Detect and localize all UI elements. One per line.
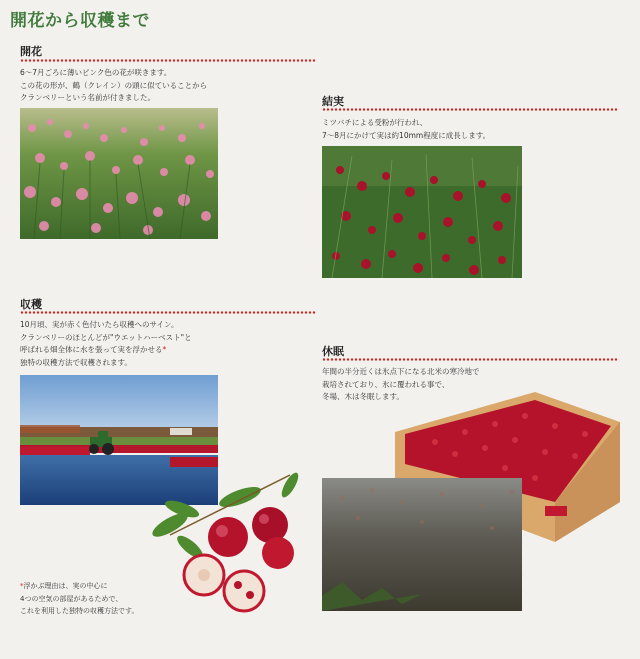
harvest-text-line-2: クランベリーのほとんどが"ウエットハーベスト"と [20,332,192,342]
harvest-note-marker: * [162,345,167,354]
frozen-bog-photo [322,478,522,611]
bloom-dotted-divider [20,59,316,62]
harvest-text-line-3: 呼ばれる畑全体に水を張って実を浮かせる [20,345,163,354]
fruit-heading: 結実 [322,95,344,108]
bloom-photo [20,108,218,239]
harvest-dotted-divider [20,311,316,314]
fruit-dotted-divider [322,108,618,111]
harvest-heading: 収穫 [20,298,42,311]
fruit-photo [322,146,522,278]
harvest-footnote-text: 浮かぶ理由は、実の中心に 4つの空気の部屋があるためで、 これを利用した独特の収穫方法です。 [20,582,139,615]
harvest-text-line-4: 独特の収穫方法で収穫されます。 [20,357,132,367]
bloom-heading: 開花 [20,45,42,58]
dormancy-dotted-divider [322,358,618,361]
bloom-description: 6〜7月ごろに薄いピンク色の花が咲きます。 この花の形が、鶴（クレイン）の頭に似ていることから クランベリーという名前が付きました。 [20,68,208,102]
page-title: 開花から収穫まで [10,11,150,31]
dormancy-heading: 休眠 [322,345,344,358]
harvest-footnote [20,580,180,618]
fruit-description: ミツバチによる受粉が行われ、 7〜8月にかけて実は約10mm程度に成長します。 [322,118,491,140]
dormancy-description: 年間の半分近くは氷点下になる北米の寒冷地で 栽培されており、氷に覆われる事で、 冬場、木は冬眠します。 [322,367,480,401]
harvest-text-line-1: 10月頃、実が赤く色付いたら収穫へのサイン。 [20,320,179,329]
harvest-footnote-marker: * [20,582,24,590]
harvest-description [20,319,316,369]
